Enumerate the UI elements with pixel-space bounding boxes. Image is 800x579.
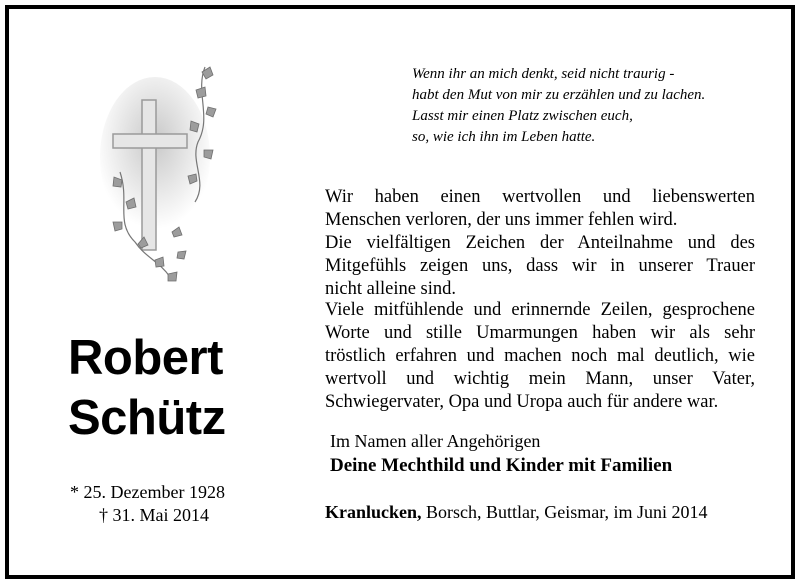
place-date [325,502,708,523]
death-date: † 31. Mai 2014 [99,505,209,525]
text-line: Wir haben einen wertvollen und liebenswerten [325,187,755,207]
text-line: nicht alleine sind. [325,279,457,299]
thanks-paragraph-1 [325,186,755,301]
poem-line: Lasst mir einen Platz zwischen euch, [412,108,633,124]
text-line: wertvoll und wichtig mein Mann, unser Vater, [325,369,755,389]
text-line: tröstlich erfahren und machen noch mal deutlich, wie [325,346,755,366]
cross-with-ivy [100,62,230,292]
birth-date: * 25. Dezember 1928 [70,482,225,502]
poem-line: so, wie ich ihn im Leben hatte. [412,129,596,145]
thanks-paragraph-2 [325,299,755,414]
signature-intro: Im Namen aller Angehörigen [330,431,541,451]
place-main: Kranlucken, [325,502,422,522]
deceased-name [68,328,268,448]
poem-line: habt den Mut von mir zu erzählen und zu lachen. [412,87,706,103]
life-dates [70,481,225,527]
poem-line: Wenn ihr an mich denkt, seid nicht traurig - [412,66,675,82]
signature-names: Deine Mechthild und Kinder mit Familien [330,455,673,476]
first-name: Robert [68,331,223,385]
cross-icon [100,62,230,292]
place-rest: Borsch, Buttlar, Geismar, im Juni 2014 [421,502,708,522]
text-line: Menschen verloren, der uns immer fehlen wird. [325,210,678,230]
poem [412,64,772,148]
text-line: Schwiegervater, Opa und Uropa auch für andere war. [325,392,719,412]
text-line: Viele mitfühlende und erinnernde Zeilen, gesprochene [325,300,755,320]
text-line: Mitgefühls zeigen uns, dass wir in unserer Trauer [325,256,755,276]
last-name: Schütz [68,391,226,445]
text-line: Worte und stille Umarmungen haben wir als sehr [325,323,755,343]
text-line: Die vielfältigen Zeichen der Anteilnahme und des [325,233,755,253]
